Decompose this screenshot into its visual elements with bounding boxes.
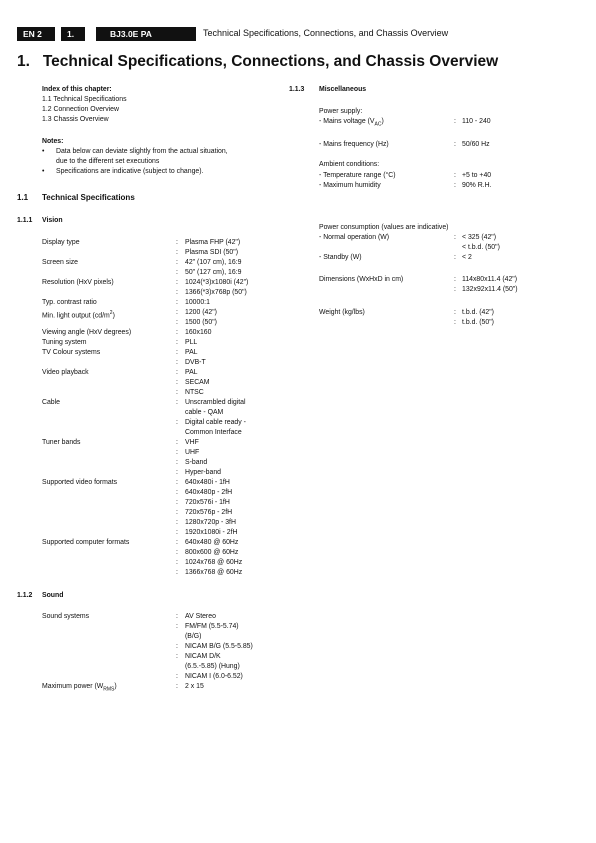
colon: : xyxy=(176,489,178,496)
notes-heading: Notes: xyxy=(42,138,64,145)
spec-label xyxy=(42,682,117,694)
spec-value: 10000:1 xyxy=(185,299,210,306)
label-text: ) xyxy=(114,683,117,690)
colon: : xyxy=(176,683,178,690)
spec-label: Cable xyxy=(42,399,61,406)
spec-label: Tuning system xyxy=(42,339,87,346)
spec-group-label: Ambient conditions: xyxy=(319,161,380,168)
colon: : xyxy=(454,309,456,316)
spec-label: TV Colour systems xyxy=(42,349,101,356)
colon: : xyxy=(176,623,178,630)
superscript: 2 xyxy=(109,310,113,316)
spec-value: 720x576p - 2fH xyxy=(185,509,233,516)
spec-value: PLL xyxy=(185,339,198,346)
colon: : xyxy=(176,279,178,286)
spec-value: 110 - 240 xyxy=(462,118,491,125)
spec-value: 640x480i - 1fH xyxy=(185,479,230,486)
colon: : xyxy=(176,319,178,326)
subsection-title: Vision xyxy=(42,217,63,224)
spec-label: Viewing angle (HxV degrees) xyxy=(42,329,132,336)
colon: : xyxy=(176,449,178,456)
index-item: 1.3 Chassis Overview xyxy=(42,116,109,123)
spec-label: Video playback xyxy=(42,369,89,376)
colon: : xyxy=(176,379,178,386)
spec-value: cable - QAM xyxy=(185,409,224,416)
spec-group-label: Power consumption (values are indicative) xyxy=(319,224,449,231)
subsection-number: 1.1.2 xyxy=(17,592,33,599)
colon: : xyxy=(176,259,178,266)
header-page-label: EN 2 xyxy=(23,29,42,39)
spec-value: 114x80x11.4 (42") xyxy=(462,276,518,283)
colon: : xyxy=(176,673,178,680)
spec-value: 1024(*3)x1080i (42") xyxy=(185,279,249,286)
colon: : xyxy=(176,239,178,246)
spec-label: - Standby (W) xyxy=(319,254,362,261)
spec-value: 1366x768 @ 60Hz xyxy=(185,569,243,576)
spec-value: 42" (107 cm), 16:9 xyxy=(185,259,242,266)
note-text: Specifications are indicative (subject to change). xyxy=(56,168,204,175)
header-box-model xyxy=(96,27,196,41)
spec-label xyxy=(319,117,384,129)
spec-value: Common Interface xyxy=(185,429,242,436)
colon: : xyxy=(176,309,178,316)
section-number: 1.1 xyxy=(17,193,29,202)
colon: : xyxy=(176,369,178,376)
header-title: Technical Specifications, Connections, and Chassis Overview xyxy=(203,28,449,38)
colon: : xyxy=(454,141,456,148)
colon: : xyxy=(454,286,456,293)
spec-value: 1500 (50") xyxy=(185,319,217,326)
label-text: ) xyxy=(381,118,384,125)
colon: : xyxy=(176,613,178,620)
colon: : xyxy=(176,643,178,650)
spec-value: 50/60 Hz xyxy=(462,141,490,148)
colon: : xyxy=(176,479,178,486)
note-text: Data below can deviate slightly from the actual situation, xyxy=(56,148,228,155)
spec-value: 50" (127 cm), 16:9 xyxy=(185,269,242,276)
colon: : xyxy=(454,118,456,125)
subsection-number: 1.1.3 xyxy=(289,86,305,93)
spec-label: - Maximum humidity xyxy=(319,182,381,189)
spec-value: FM/FM (5.5-5.74) xyxy=(185,623,239,630)
spec-value: 1200 (42") xyxy=(185,309,217,316)
spec-label: Screen size xyxy=(42,259,79,266)
subsection-title: Sound xyxy=(42,592,64,599)
colon: : xyxy=(176,389,178,396)
spec-value: Plasma SDI (50") xyxy=(185,249,238,256)
spec-value: 640x480 @ 60Hz xyxy=(185,539,239,546)
spec-label: Weight (kg/lbs) xyxy=(319,309,365,316)
spec-label: - Temperature range (°C) xyxy=(319,172,396,179)
colon: : xyxy=(176,509,178,516)
spec-value: NICAM B/G (5.5-5.85) xyxy=(185,643,253,650)
spec-value: Plasma FHP (42") xyxy=(185,239,241,246)
spec-value: NICAM D/K xyxy=(185,653,221,660)
section-title: Technical Specifications xyxy=(42,193,135,202)
subscript: AC xyxy=(374,121,382,128)
spec-label: Display type xyxy=(42,239,80,246)
spec-value: 90% R.H. xyxy=(462,182,492,189)
spec-value: PAL xyxy=(185,349,198,356)
header-box-en2 xyxy=(17,27,55,41)
spec-label: Tuner bands xyxy=(42,439,81,446)
label-text: Min. light output (cd/m xyxy=(42,312,110,320)
spec-label: - Normal operation (W) xyxy=(319,234,390,241)
index-item: 1.1 Technical Specifications xyxy=(42,96,127,103)
spec-value: t.b.d. (50") xyxy=(462,319,494,326)
spec-value: SECAM xyxy=(185,379,210,386)
spec-value: t.b.d. (42") xyxy=(462,309,494,316)
spec-value: < t.b.d. (50") xyxy=(462,244,500,251)
header-model-label: BJ3.0E PA xyxy=(110,29,152,39)
colon: : xyxy=(176,249,178,256)
spec-value: 800x600 @ 60Hz xyxy=(185,549,239,556)
spec-label: Resolution (HxV pixels) xyxy=(42,279,114,286)
spec-label: - Mains frequency (Hz) xyxy=(319,141,389,148)
subscript: RMS xyxy=(103,686,115,693)
spec-label: Supported video formats xyxy=(42,479,118,486)
header-box-chapter xyxy=(61,27,85,41)
colon: : xyxy=(176,289,178,296)
note-text: due to the different set executions xyxy=(56,158,160,165)
spec-value: +5 to +40 xyxy=(462,172,492,179)
spec-label: Typ. contrast ratio xyxy=(42,299,97,306)
index-heading: Index of this chapter: xyxy=(42,86,112,93)
spec-value: (6.5.-5.85) (Hung) xyxy=(185,663,240,670)
bullet-icon: • xyxy=(42,148,45,155)
spec-value: S-band xyxy=(185,459,208,466)
colon: : xyxy=(454,182,456,189)
spec-value: UHF xyxy=(185,449,200,456)
colon: : xyxy=(176,653,178,660)
colon: : xyxy=(176,359,178,366)
colon: : xyxy=(454,276,456,283)
bullet-icon: • xyxy=(42,168,45,175)
spec-value: NICAM I (6.0-6.52) xyxy=(185,673,243,680)
spec-label: Dimensions (WxHxD in cm) xyxy=(319,276,404,283)
colon: : xyxy=(176,529,178,536)
colon: : xyxy=(454,234,456,241)
subsection-number: 1.1.1 xyxy=(17,217,33,224)
colon: : xyxy=(454,319,456,326)
colon: : xyxy=(176,439,178,446)
label-text: - Mains voltage (V xyxy=(319,118,375,125)
header-chapter-label: 1. xyxy=(67,29,75,39)
colon: : xyxy=(454,254,456,261)
colon: : xyxy=(176,299,178,306)
spec-value: 1280x720p - 3fH xyxy=(185,519,236,526)
spec-value: Unscrambled digital xyxy=(185,399,246,406)
colon: : xyxy=(176,549,178,556)
colon: : xyxy=(176,539,178,546)
spec-label: Sound systems xyxy=(42,613,90,620)
spec-value: < 2 xyxy=(462,254,472,261)
colon: : xyxy=(176,569,178,576)
spec-value: 1366(*3)x768p (50") xyxy=(185,289,247,296)
spec-value: 1024x768 @ 60Hz xyxy=(185,559,243,566)
spec-value: 160x160 xyxy=(185,329,212,336)
spec-group-label: Power supply: xyxy=(319,108,363,115)
spec-value: 720x576i - 1fH xyxy=(185,499,230,506)
spec-value: Hyper-band xyxy=(185,469,222,476)
spec-value: 132x92x11.4 (50") xyxy=(462,286,518,293)
colon: : xyxy=(176,339,178,346)
spec-value: 2 x 15 xyxy=(185,683,204,690)
spec-value: 1920x1080i - 2fH xyxy=(185,529,238,536)
subsection-title: Miscellaneous xyxy=(319,86,367,93)
spec-label xyxy=(42,308,115,321)
colon: : xyxy=(454,172,456,179)
spec-value: Digital cable ready - xyxy=(185,419,246,426)
spec-value: PAL xyxy=(185,369,198,376)
colon: : xyxy=(176,469,178,476)
index-item: 1.2 Connection Overview xyxy=(42,106,119,113)
chapter-title: 1. Technical Specifications, Connections, and Chassis Overview xyxy=(17,53,499,70)
spec-value: DVB-T xyxy=(185,359,206,366)
colon: : xyxy=(176,559,178,566)
spec-value: < 325 (42") xyxy=(462,234,497,241)
colon: : xyxy=(176,399,178,406)
label-text: ) xyxy=(112,312,115,320)
spec-value: NTSC xyxy=(185,389,204,396)
colon: : xyxy=(176,519,178,526)
colon: : xyxy=(176,459,178,466)
colon: : xyxy=(176,329,178,336)
spec-value: AV Stereo xyxy=(185,613,216,620)
spec-value: 640x480p - 2fH xyxy=(185,489,233,496)
colon: : xyxy=(176,269,178,276)
colon: : xyxy=(176,349,178,356)
colon: : xyxy=(176,499,178,506)
colon: : xyxy=(176,419,178,426)
label-text: Maximum power (W xyxy=(42,683,104,690)
spec-value: VHF xyxy=(185,439,199,446)
spec-label: Supported computer formats xyxy=(42,539,130,546)
spec-value: (B/G) xyxy=(185,633,202,640)
